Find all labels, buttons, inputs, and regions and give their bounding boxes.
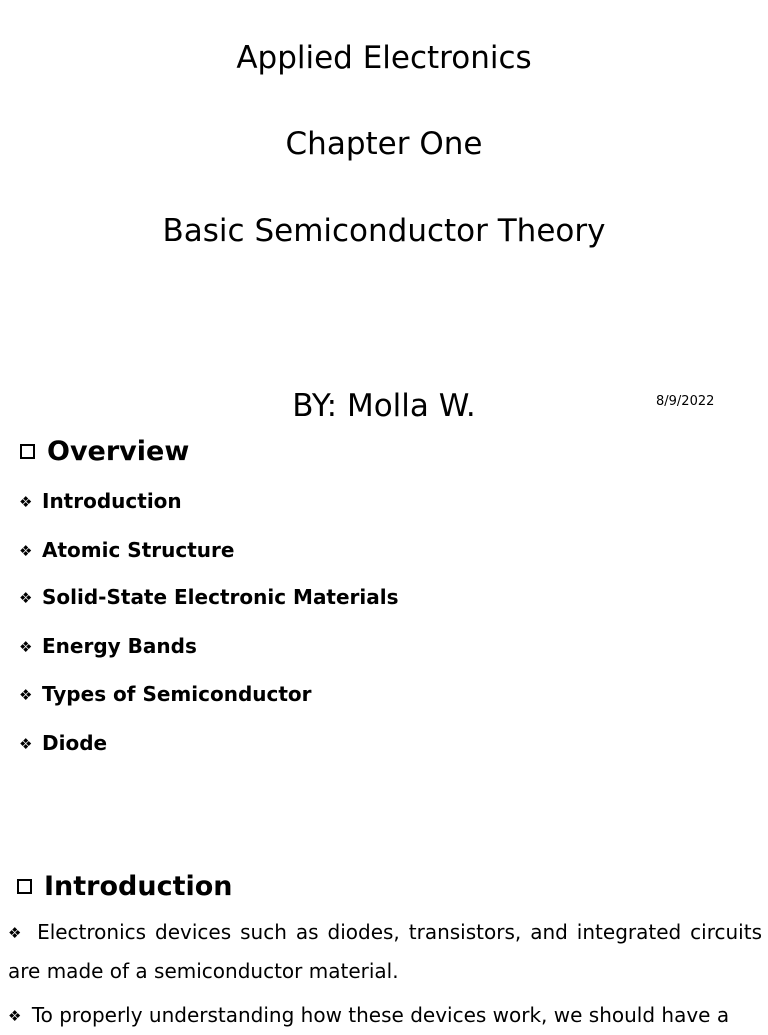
four-diamond-icon: ❖ [19, 542, 33, 560]
author-line: BY: Molla W. [292, 388, 476, 424]
hollow-square-icon [20, 444, 35, 459]
overview-item-label: Solid-State Electronic Materials [42, 585, 399, 609]
four-diamond-icon: ❖ [19, 735, 33, 753]
overview-item [19, 634, 197, 659]
overview-item-label: Diode [42, 731, 108, 755]
overview-item [19, 682, 312, 707]
overview-heading [20, 436, 189, 468]
topic-title: Basic Semiconductor Theory [162, 213, 606, 249]
course-title: Applied Electronics [236, 40, 532, 76]
four-diamond-icon: ❖ [8, 1007, 22, 1025]
overview-heading-text: Overview [47, 436, 190, 467]
four-diamond-icon: ❖ [19, 589, 33, 607]
hollow-square-icon [17, 879, 32, 894]
introduction-heading-text: Introduction [44, 871, 233, 902]
overview-item [19, 731, 107, 756]
intro-paragraph [8, 996, 762, 1035]
chapter-title: Chapter One [285, 126, 483, 162]
four-diamond-icon: ❖ [19, 638, 33, 656]
overview-item [19, 585, 399, 610]
overview-item [19, 489, 182, 514]
overview-item-label: Types of Semiconductor [42, 682, 312, 706]
overview-item-label: Introduction [42, 489, 182, 513]
overview-item-label: Energy Bands [42, 634, 197, 658]
intro-paragraph-text: To properly understanding how these devices work, we should have a [31, 1003, 730, 1027]
date-label: 8/9/2022 [656, 394, 715, 409]
intro-paragraph-text: Electronics devices such as diodes, transistors, and integrated circuits are made of a semiconductor material. [8, 920, 763, 983]
overview-item-label: Atomic Structure [42, 538, 235, 562]
four-diamond-icon: ❖ [8, 924, 25, 942]
intro-paragraph [8, 913, 762, 990]
four-diamond-icon: ❖ [19, 493, 33, 511]
four-diamond-icon: ❖ [19, 686, 33, 704]
introduction-heading [17, 871, 233, 903]
overview-item [19, 538, 234, 563]
